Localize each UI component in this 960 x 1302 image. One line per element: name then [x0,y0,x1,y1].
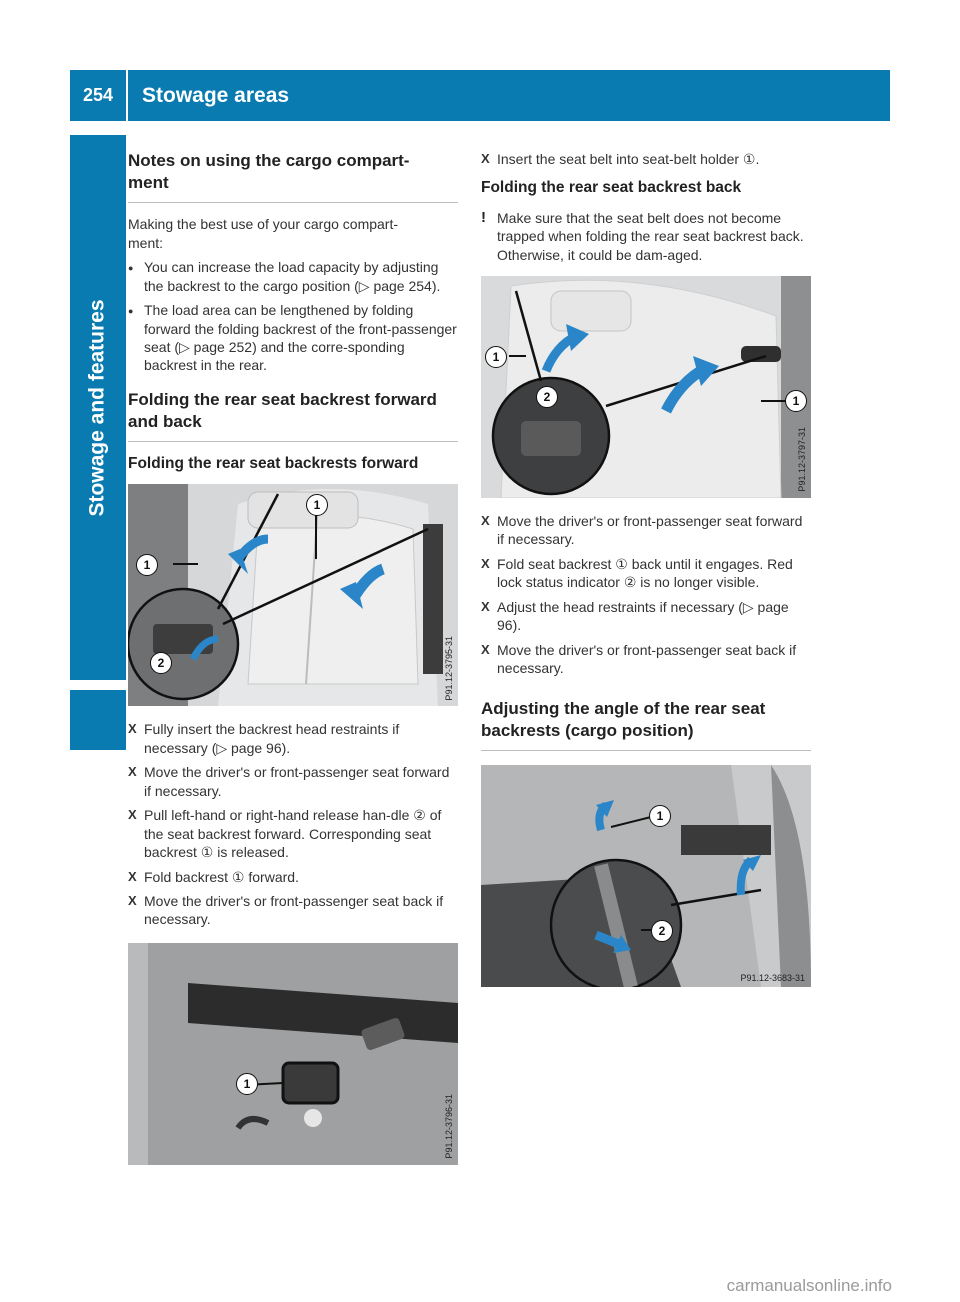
warning-icon: ! [481,208,486,226]
page-number: 254 [70,70,128,121]
list-item: ● You can increase the load capacity by adjusting the backrest to the cargo position (▷ page 254). [128,258,458,295]
callout-1: 1 [649,805,671,827]
chapter-label: Stowage and features [86,298,109,517]
warning-text: Make sure that the seat belt does not become trapped when folding the rear seat backrest back. Otherwise, it could be dam-aged. [497,209,804,263]
callout-1: 1 [236,1073,258,1095]
callout-1: 1 [785,390,807,412]
callout-1: 1 [136,554,158,576]
fold-back-subheading: Folding the rear seat backrest back [481,179,742,197]
right-column [481,150,811,1001]
figure-code: P91.12-3683-31 [740,972,805,983]
seat-back-illustration [481,276,811,498]
callout-1: 1 [485,346,507,368]
figure-cargo-position [481,765,811,987]
page-header [70,70,890,121]
section-title: Stowage areas [142,83,290,107]
figure-seat-backrest-forward [128,484,458,706]
list-item: X Move the driver's or front-passenger seat back if necessary. [128,892,458,929]
notes-intro: Making the best use of your cargo compart- ment: [128,216,399,251]
list-item: X Fold seat backrest ① back until it engages. Red lock status indicator ② is no longer visible. [481,555,811,592]
callout-2: 2 [150,652,172,674]
figure-code: P91.12-3797-31 [797,427,807,493]
list-item: X Adjust the head restraints if necessary (▷ page 96). [481,598,811,635]
left-column [128,150,458,1179]
fold-back-steps [481,512,811,678]
callout-1: 1 [306,494,328,516]
belt-holder-illustration [128,943,458,1165]
fold-forward-steps [128,720,458,929]
list-item: X Fully insert the backrest head restraints if necessary (▷ page 96). [128,720,458,757]
figure-seat-belt-holder [128,943,458,1165]
chapter-side-tab [70,135,126,680]
list-item: ● The load area can be lengthened by folding forward the folding backrest of the front-passenger seat (▷ page 252) and the corre-sponding backrest in the rear. [128,301,458,375]
list-item: X Move the driver's or front-passenger seat back if necessary. [481,641,811,678]
figure-code: P91.12-3795-31 [444,635,454,701]
fold-forward-subheading: Folding the rear seat backrests forward [128,455,419,473]
list-item: X Fold backrest ① forward. [128,868,458,886]
figure-code: P91.12-3796-31 [444,1094,454,1159]
list-item: X Move the driver's or front-passenger seat forward if necessary. [481,512,811,549]
fold-heading: Folding the rear seat backrest forward and back [128,389,458,442]
callout-2: 2 [536,386,558,408]
figure-seat-backrest-back [481,276,811,498]
notes-list [128,258,458,375]
belt-step [481,150,811,168]
seat-illustration [128,484,458,706]
watermark: carmanualsonline.info [726,1276,892,1295]
list-item: X Move the driver's or front-passenger seat forward if necessary. [128,763,458,800]
chapter-side-tab-marker [70,690,126,750]
list-item: X Pull left-hand or right-hand release han-dle ② of the seat backrest forward. Corresponding seat backrest ① is released. [128,806,458,861]
cargo-illustration [481,765,811,987]
list-item: X Insert the seat belt into seat-belt holder ①. [481,150,811,168]
callout-2: 2 [651,920,673,942]
warning-note [481,209,811,264]
angle-heading: Adjusting the angle of the rear seat backrests (cargo position) [481,698,811,751]
notes-heading: Notes on using the cargo compart- ment [128,150,458,203]
